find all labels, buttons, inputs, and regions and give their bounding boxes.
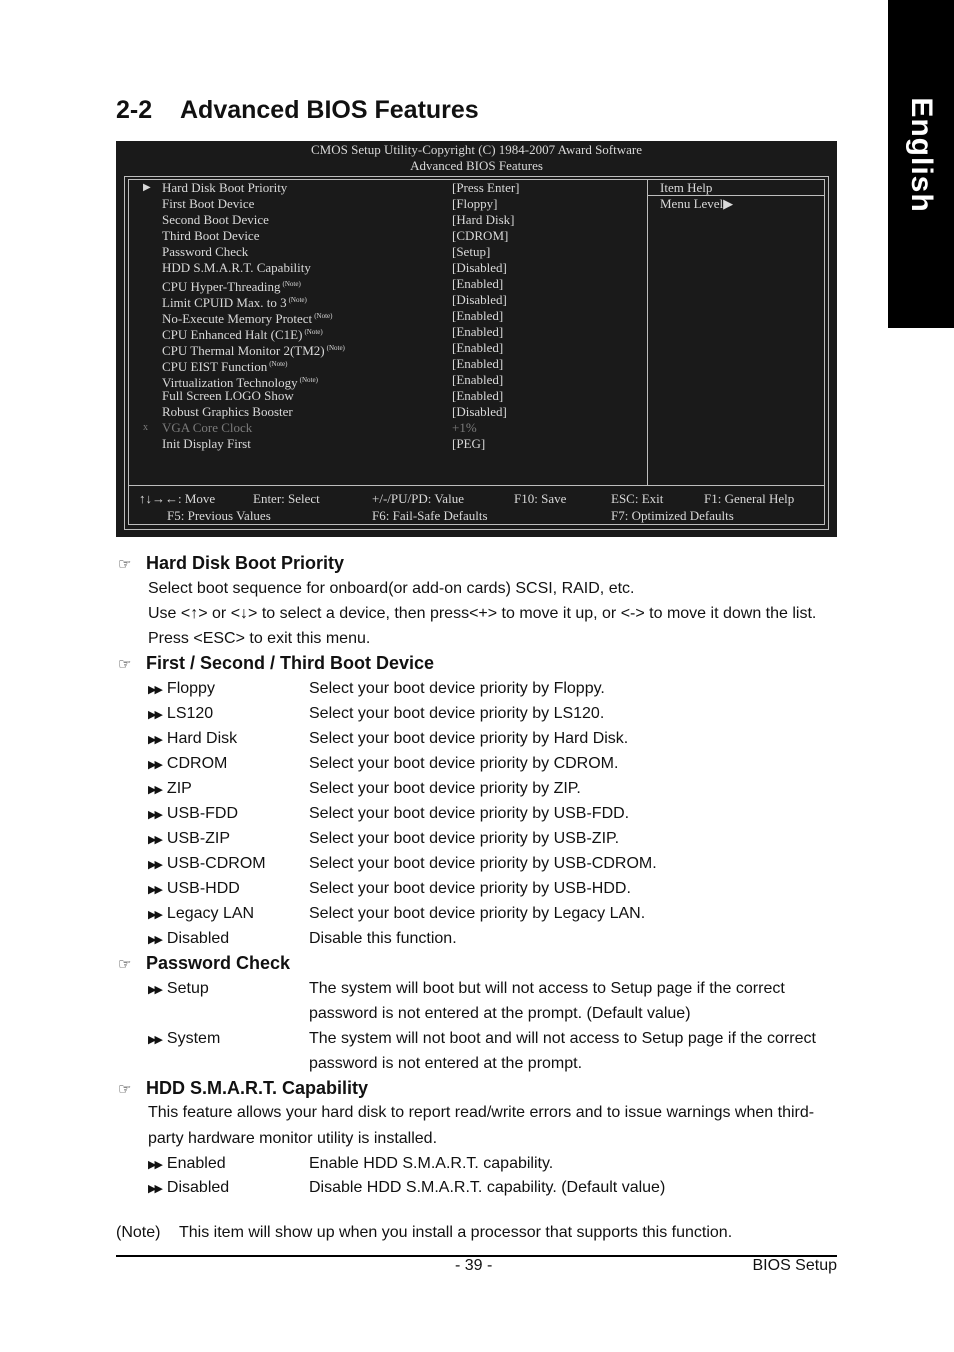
boot-option-label: Legacy LAN <box>166 905 255 922</box>
paragraph-line: Press <ESC> to exit this menu. <box>148 630 371 647</box>
bios-item-label <box>162 180 287 196</box>
boot-option-label: ZIP <box>166 780 192 797</box>
bios-item-label-text: Third Boot Device <box>162 228 260 243</box>
option-enabled: ▶▶ Enabled <box>148 1155 226 1172</box>
option-description: password is not entered at the prompt. <box>309 1055 583 1072</box>
double-arrow-icon: ▶▶ <box>148 809 161 821</box>
bios-item-label <box>162 388 294 404</box>
option-description: The system will not boot and will not access to Setup page if the correct <box>309 1030 816 1047</box>
boot-option-label: USB-ZIP <box>166 830 231 847</box>
pointing-hand-icon: ☞ <box>118 556 132 573</box>
footer-title: BIOS Setup <box>752 1257 837 1274</box>
bios-item-row[interactable] <box>129 260 647 276</box>
bios-item-row[interactable] <box>129 308 647 324</box>
section-heading: First / Second / Third Boot Device <box>146 653 435 673</box>
note-marker: (Note) <box>304 328 323 336</box>
bios-item-value[interactable]: [Press Enter] <box>452 180 520 195</box>
section-heading: Hard Disk Boot Priority <box>146 553 345 573</box>
page-title <box>116 96 479 125</box>
option-setup: ▶▶ Setup <box>148 980 209 997</box>
double-arrow-icon: ▶▶ <box>148 709 161 721</box>
double-arrow-icon: ▶▶ <box>148 759 161 771</box>
bios-item-value[interactable]: [Enabled] <box>452 276 504 291</box>
bios-item-value[interactable]: [Enabled] <box>452 308 504 323</box>
pointing-hand-icon: ☞ <box>118 656 132 673</box>
double-arrow-icon: ▶▶ <box>148 684 161 696</box>
bios-footer-divider <box>129 485 824 486</box>
section-password-check <box>118 953 290 974</box>
bios-item-value[interactable]: [Enabled] <box>452 372 504 387</box>
bios-inner-frame <box>128 179 825 525</box>
option-description: password is not entered at the prompt. (Default value) <box>309 1005 691 1022</box>
bios-item-label-text: CPU Enhanced Halt (C1E) <box>162 327 303 342</box>
double-arrow-icon: ▶▶ <box>148 884 161 896</box>
double-arrow-icon: ▶▶ <box>148 909 161 921</box>
item-help-title: Item Help <box>660 180 713 195</box>
boot-option-label: USB-HDD <box>166 880 240 897</box>
bios-item-label-text: Password Check <box>162 244 249 259</box>
boot-option-name <box>148 805 238 823</box>
option-disabled: ▶▶ Disabled <box>148 1179 230 1196</box>
key-failsafe: F6: Fail-Safe Defaults <box>372 508 488 523</box>
boot-option-label: Floppy <box>166 680 215 697</box>
bios-item-label-text: Full Screen LOGO Show <box>162 388 294 403</box>
boot-option-description: Select your boot device priority by LS120. <box>309 705 605 722</box>
option-description: Enable HDD S.M.A.R.T. capability. <box>309 1155 554 1172</box>
bios-item-row[interactable] <box>129 292 647 308</box>
double-arrow-icon: ▶▶ <box>148 859 161 871</box>
double-arrow-icon: ▶▶ <box>148 1034 161 1046</box>
boot-option-name <box>148 855 266 873</box>
note-marker: (Note) <box>299 376 318 384</box>
bios-item-label-text: CPU Hyper-Threading <box>162 279 281 294</box>
section-heading: Password Check <box>146 953 291 973</box>
boot-option-label: LS120 <box>166 705 214 722</box>
boot-option-description: Disable this function. <box>309 930 457 947</box>
boot-option-label: USB-CDROM <box>166 855 266 872</box>
bios-item-label <box>162 404 293 420</box>
boot-option-description: Select your boot device priority by USB-ZIP. <box>309 830 620 847</box>
bios-header <box>116 141 837 174</box>
note-marker: (Note) <box>314 312 333 320</box>
bios-frame <box>124 176 829 530</box>
double-arrow-icon: ▶▶ <box>148 984 161 996</box>
item-help-header <box>648 180 824 196</box>
bios-item-label-text: Virtualization Technology <box>162 375 298 390</box>
bios-item-label <box>162 436 251 452</box>
boot-option-name <box>148 880 240 898</box>
bios-column-divider <box>647 180 648 485</box>
section-number: 2-2 <box>116 96 153 124</box>
key-move: ↑↓→←: Move <box>139 491 216 506</box>
bios-item-row[interactable] <box>129 420 647 436</box>
double-arrow-icon: ▶▶ <box>148 934 161 946</box>
bios-item-value[interactable]: [Floppy] <box>452 196 498 211</box>
boot-option-name <box>148 780 192 798</box>
bios-item-row[interactable] <box>129 228 647 244</box>
boot-option-description: Select your boot device priority by USB-FDD. <box>309 805 630 822</box>
submenu-arrow-icon: ▶ <box>143 182 151 193</box>
boot-option-label: Hard Disk <box>166 730 238 747</box>
bios-item-label <box>162 212 269 228</box>
page-number: - 39 - <box>455 1257 493 1274</box>
bios-item-row[interactable] <box>129 324 647 340</box>
double-arrow-icon: ▶▶ <box>148 734 161 746</box>
bios-item-row[interactable] <box>129 388 647 404</box>
bios-item-value[interactable]: [Enabled] <box>452 356 504 371</box>
bios-item-label-text: CPU Thermal Monitor 2(TM2) <box>162 343 325 358</box>
note-text: This item will show up when you install a processor that supports this function. <box>179 1224 733 1241</box>
language-tab <box>888 0 954 328</box>
boot-option-description: Select your boot device priority by Floppy. <box>309 680 605 697</box>
section-hdd-smart <box>118 1078 368 1099</box>
bios-item-row[interactable] <box>129 180 647 196</box>
paragraph-line: party hardware monitor utility is installed. <box>148 1130 438 1147</box>
section-boot-device <box>118 653 434 674</box>
boot-option-description: Select your boot device priority by USB-HDD. <box>309 880 631 897</box>
note-marker: (Note) <box>282 280 301 288</box>
bios-item-label-text: Init Display First <box>162 436 251 451</box>
boot-option-description: Select your boot device priority by USB-CDROM. <box>309 855 657 872</box>
bios-item-value[interactable]: [Disabled] <box>452 404 507 419</box>
boot-option-description: Select your boot device priority by Legacy LAN. <box>309 905 646 922</box>
option-description: Disable HDD S.M.A.R.T. capability. (Default value) <box>309 1179 666 1196</box>
note-marker: (Note) <box>288 296 307 304</box>
paragraph-line: Select boot sequence for onboard(or add-on cards) SCSI, RAID, etc. <box>148 580 635 597</box>
bios-item-row[interactable] <box>129 196 647 212</box>
bios-item-value[interactable]: [PEG] <box>452 436 486 451</box>
key-previous: F5: Previous Values <box>167 508 271 523</box>
bios-item-label-text: Second Boot Device <box>162 212 269 227</box>
pointing-hand-icon: ☞ <box>118 956 132 973</box>
double-arrow-icon: ▶▶ <box>148 1159 161 1171</box>
boot-option-label: CDROM <box>166 755 228 772</box>
bios-item-row[interactable] <box>129 340 647 356</box>
double-arrow-icon: ▶▶ <box>148 784 161 796</box>
note-marker: (Note) <box>326 344 345 352</box>
bios-menu-title: Advanced BIOS Features <box>410 158 543 173</box>
boot-option-name <box>148 905 254 923</box>
paragraph-line: This feature allows your hard disk to report read/write errors and to issue warnings when third- <box>148 1104 815 1121</box>
bios-item-label-text: No-Execute Memory Protect <box>162 311 313 326</box>
boot-option-name <box>148 705 213 723</box>
item-marker: x <box>143 422 148 433</box>
bios-item-value[interactable]: [Enabled] <box>452 340 504 355</box>
note-marker: (Note) <box>269 360 288 368</box>
option-description: The system will boot but will not access to Setup page if the correct <box>309 980 785 997</box>
bios-item-value[interactable]: +1% <box>452 420 477 435</box>
bios-item-label-text: CPU EIST Function <box>162 359 268 374</box>
bios-item-label <box>162 228 259 244</box>
bios-item-label-text: First Boot Device <box>162 196 255 211</box>
boot-option-name <box>148 680 215 698</box>
language-tab-label: English <box>905 97 938 213</box>
bios-copyright: CMOS Setup Utility-Copyright (C) 1984-2007 Award Software <box>310 142 642 157</box>
key-optimized: F7: Optimized Defaults <box>611 508 734 523</box>
bios-item-row[interactable] <box>129 436 647 452</box>
bios-item-row[interactable] <box>129 244 647 260</box>
bios-item-row[interactable] <box>129 356 647 372</box>
note-label: (Note) <box>116 1224 161 1241</box>
boot-option-name <box>148 755 227 773</box>
bios-item-row[interactable] <box>129 212 647 228</box>
bios-item-label <box>162 260 311 276</box>
section-heading: HDD S.M.A.R.T. Capability <box>146 1078 369 1098</box>
help-menu-level: Menu Level▶ <box>660 196 734 211</box>
bios-item-row[interactable] <box>129 276 647 292</box>
bios-item-value[interactable]: [Disabled] <box>452 260 507 275</box>
option-system: ▶▶ System <box>148 1030 221 1047</box>
boot-option-label: USB-FDD <box>166 805 239 822</box>
bios-item-label-text: VGA Core Clock <box>162 420 253 435</box>
pointing-hand-icon: ☞ <box>118 1081 132 1098</box>
key-value: +/-/PU/PD: Value <box>372 491 464 506</box>
key-save: F10: Save <box>514 491 567 506</box>
paragraph-line: Use <↑> or <↓> to select a device, then press<+> to move it up, or <-> to move it down the list. <box>148 605 817 622</box>
bios-item-label-text: Limit CPUID Max. to 3 <box>162 295 287 310</box>
boot-option-name <box>148 730 237 748</box>
section-title: Advanced BIOS Features <box>180 96 479 124</box>
boot-option-label: Disabled <box>166 930 230 947</box>
bios-item-label <box>162 196 254 212</box>
bios-item-value[interactable]: [Disabled] <box>452 292 507 307</box>
bios-item-label-text: Hard Disk Boot Priority <box>162 180 288 195</box>
boot-option-description: Select your boot device priority by Hard Disk. <box>309 730 629 747</box>
bios-item-value[interactable]: [Hard Disk] <box>452 212 515 227</box>
double-arrow-icon: ▶▶ <box>148 1183 161 1195</box>
bios-item-row[interactable] <box>129 372 647 388</box>
bios-item-value[interactable]: [CDROM] <box>452 228 509 243</box>
section-hdd-boot-priority <box>118 553 344 574</box>
bios-item-label-text: Robust Graphics Booster <box>162 404 293 419</box>
bios-screenshot <box>116 141 837 537</box>
boot-option-name <box>148 830 230 848</box>
boot-option-description: Select your boot device priority by CDROM. <box>309 755 619 772</box>
bios-item-label-text: HDD S.M.A.R.T. Capability <box>162 260 311 275</box>
bios-item-value[interactable]: [Enabled] <box>452 388 504 403</box>
bios-item-value[interactable]: [Setup] <box>452 244 491 259</box>
key-enter: Enter: Select <box>253 491 320 506</box>
key-help: F1: General Help <box>704 491 795 506</box>
bios-item-label <box>162 420 252 436</box>
boot-option-description: Select your boot device priority by ZIP. <box>309 780 581 797</box>
bios-item-row[interactable] <box>129 404 647 420</box>
bios-item-label <box>162 244 248 260</box>
boot-option-name <box>148 930 229 948</box>
bios-item-value[interactable]: [Enabled] <box>452 324 504 339</box>
key-exit: ESC: Exit <box>611 491 664 506</box>
double-arrow-icon: ▶▶ <box>148 834 161 846</box>
